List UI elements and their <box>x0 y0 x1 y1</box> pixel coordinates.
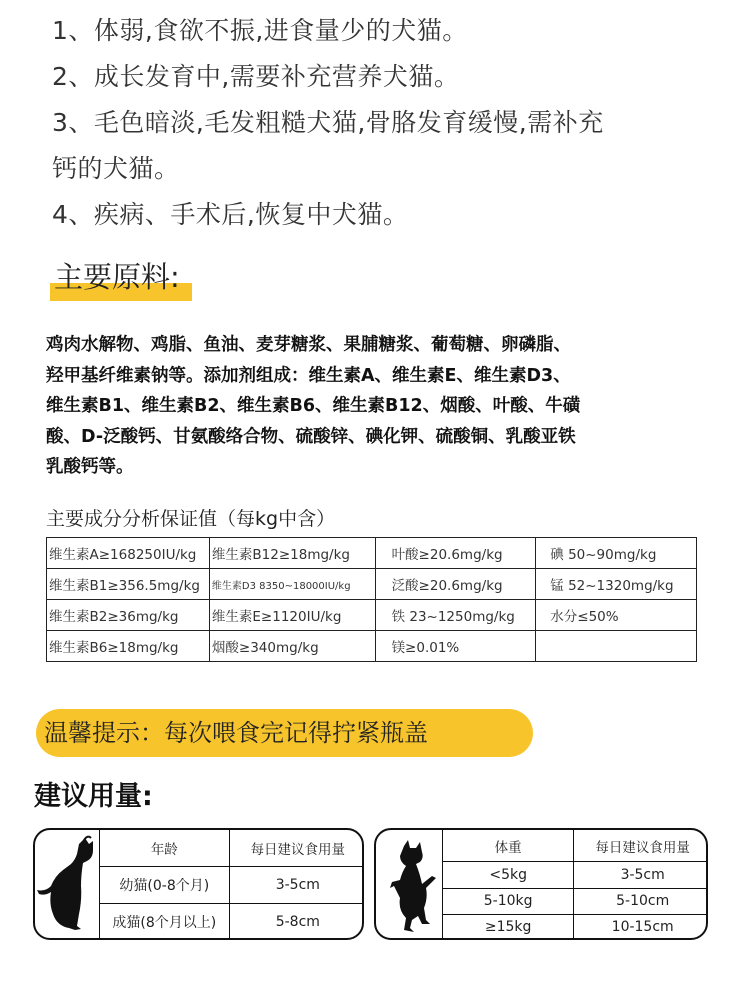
table-row <box>100 867 365 904</box>
table-row <box>443 888 709 914</box>
usage-list <box>52 8 692 238</box>
dog-silhouette-icon <box>376 830 444 938</box>
table-cell: 维生素B6≥18mg/kg <box>47 631 210 662</box>
table-cell: 3-5cm <box>574 862 708 888</box>
table-header: 年龄 <box>100 830 230 867</box>
table-cell: 烟酸≥340mg/kg <box>209 631 375 662</box>
usage-item-3: 3、毛色暗淡,毛发粗糙犬猫,骨胳发育缓慢,需补充 <box>52 108 604 137</box>
dosage-title: 建议用量: <box>34 781 153 812</box>
usage-item-2: 2、成长发育中,需要补充营养犬猫。 <box>52 62 460 91</box>
table-cell: 维生素B12≥18mg/kg <box>209 538 375 569</box>
dog-dosage-table <box>442 829 708 940</box>
table-row <box>47 600 697 631</box>
table-header: 每日建议食用量 <box>574 830 708 862</box>
table-cell: 5-8cm <box>229 904 364 941</box>
cat-dosage-table <box>99 829 364 940</box>
ingredients-line: 鸡肉水解物、鸡脂、鱼油、麦芽糖浆、果脯糖浆、葡萄糖、卵磷脂、 <box>46 335 571 355</box>
table-cell: 镁≥0.01% <box>375 631 536 662</box>
ingredients-heading-text: 主要原料: <box>54 260 180 294</box>
ingredients-line: 乳酸钙等。 <box>46 457 134 477</box>
table-cell: 5-10cm <box>574 888 708 914</box>
usage-item-3-continued: 钙的犬猫。 <box>52 154 180 183</box>
table-cell: 成猫(8个月以上) <box>100 904 230 941</box>
table-cell: 铁 23~1250mg/kg <box>375 600 536 631</box>
ingredients-line: 维生素B1、维生素B2、维生素B6、维生素B12、烟酸、叶酸、牛磺 <box>46 396 581 416</box>
table-cell: 叶酸≥20.6mg/kg <box>375 538 536 569</box>
table-cell: 幼猫(0-8个月) <box>100 867 230 904</box>
ingredients-line: 酸、D-泛酸钙、甘氨酸络合物、硫酸锌、碘化钾、硫酸铜、乳酸亚铁 <box>46 426 576 447</box>
table-cell: ≥15kg <box>443 914 574 940</box>
table-cell: 维生素A≥168250IU/kg <box>47 538 210 569</box>
table-cell: 维生素E≥1120IU/kg <box>209 600 375 631</box>
usage-item-1: 1、体弱,食欲不振,进食量少的犬猫。 <box>52 16 468 45</box>
table-header: 体重 <box>443 830 574 862</box>
table-row <box>443 830 709 862</box>
table-row <box>443 914 709 940</box>
table-cell: <5kg <box>443 862 574 888</box>
table-cell: 3-5cm <box>229 867 364 904</box>
ingredients-heading <box>50 255 180 303</box>
table-cell: 5-10kg <box>443 888 574 914</box>
table-cell: 维生素B1≥356.5mg/kg <box>47 569 210 600</box>
cat-dosage-box <box>33 828 364 940</box>
table-row <box>100 830 365 867</box>
table-row <box>443 862 709 888</box>
table-header: 每日建议食用量 <box>229 830 364 867</box>
table-cell: 碘 50~90mg/kg <box>536 538 697 569</box>
table-cell: 锰 52~1320mg/kg <box>536 569 697 600</box>
ingredients-text <box>46 330 706 483</box>
analysis-title: 主要成分分析保证值（每kg中含） <box>46 508 336 530</box>
table-row <box>47 538 697 569</box>
table-cell: 水分≤50% <box>536 600 697 631</box>
table-cell: 维生素B2≥36mg/kg <box>47 600 210 631</box>
dog-dosage-box <box>374 828 708 940</box>
usage-item-4: 4、疾病、手术后,恢复中犬猫。 <box>52 200 409 229</box>
cat-silhouette-icon <box>35 830 101 938</box>
table-row <box>47 631 697 662</box>
nutrient-table <box>46 537 697 662</box>
tip-text: 温馨提示：每次喂食完记得拧紧瓶盖 <box>44 719 428 747</box>
ingredients-line: 羟甲基纤维素钠等。添加剂组成：维生素A、维生素E、维生素D3、 <box>46 365 571 386</box>
table-cell: 10-15cm <box>574 914 708 940</box>
table-cell <box>536 631 697 662</box>
table-cell: 泛酸≥20.6mg/kg <box>375 569 536 600</box>
table-row <box>100 904 365 941</box>
table-cell: 维生素D3 8350~18000IU/kg <box>209 569 375 600</box>
tip-banner <box>36 709 533 757</box>
table-row <box>47 569 697 600</box>
